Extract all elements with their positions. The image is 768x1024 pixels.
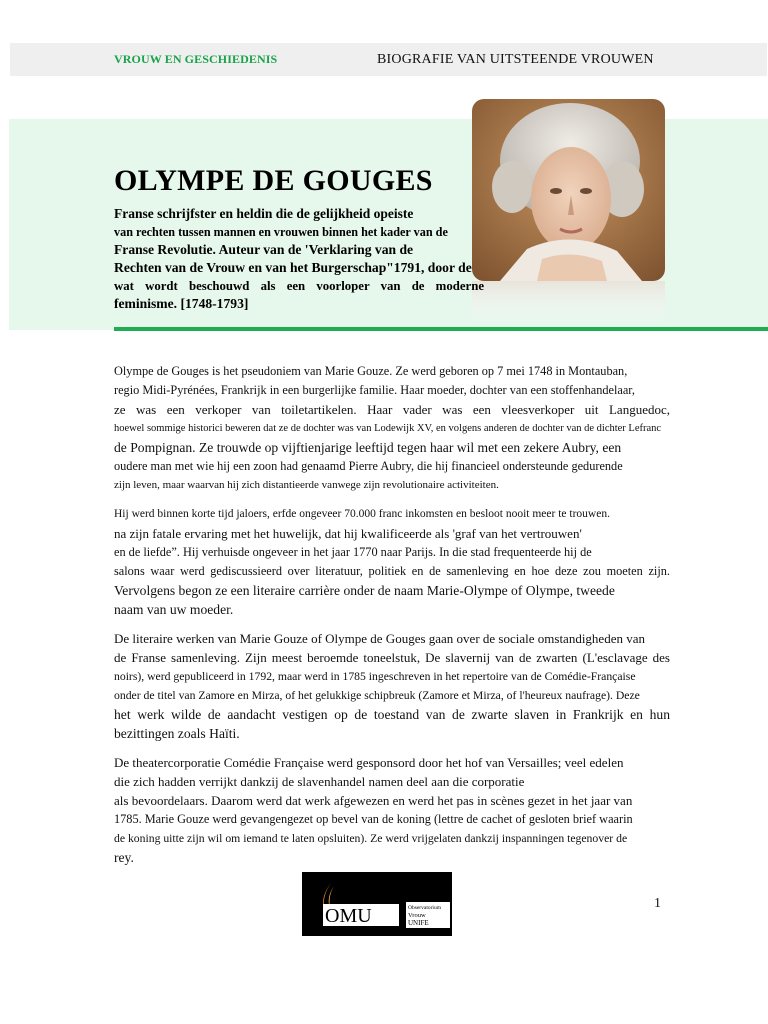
paragraph-3 (114, 629, 674, 743)
header-bar (10, 43, 767, 76)
text-line: als bevoordelaars. Daarom werd dat werk afgewezen en werd het pas in scènes gezet in het jaar van (114, 793, 633, 808)
paragraph-1 (114, 362, 674, 495)
text-line: het werk wilde de aandacht vestigen op de toestand van de zwarte slaven in Frankrijk en hun (114, 707, 670, 722)
subtitle-line: van rechten tussen mannen en vrouwen binnen het kader van de (114, 225, 448, 239)
text-line: regio Midi-Pyrénées, Frankrijk in een burgerlijke familie. Haar moeder, dochter van een stoffenhandelaar, (114, 383, 635, 397)
text-line: naam van uw moeder. (114, 602, 234, 617)
text-line: De literaire werken van Marie Gouze of Olympe de Gouges gaan over de sociale omstandigheden van (114, 631, 645, 646)
text-line: Vervolgens begon ze een literaire carrière onder de naam Marie-Olympe of Olympe, tweede (114, 583, 615, 598)
text-line: na zijn fatale ervaring met het huwelijk, dat hij kwalificeerde als 'graf van het vertrouwen' (114, 526, 582, 541)
text-line: en de liefde”. Hij verhuisde ongeveer in het jaar 1770 naar Parijs. In die stad frequenteerde hij de (114, 545, 592, 559)
subtitle (114, 205, 484, 313)
header-right-label: BIOGRAFIE VAN UITSTEENDE VROUWEN (377, 52, 654, 67)
article-body (114, 362, 674, 867)
paragraph-2 (114, 505, 674, 619)
text-line: noirs), werd gepubliceerd in 1792, maar werd in 1785 ingeschreven in het repertoire van de Comédie-Française (114, 670, 636, 683)
subtitle-line: Rechten van de Vrouw en van het Burgerschap"1791, door de (114, 260, 472, 275)
omu-logo (302, 872, 452, 936)
logo-text: OMU (325, 905, 372, 927)
divider-line (114, 327, 768, 331)
header-left-label: VROUW EN GESCHIEDENIS (114, 52, 278, 66)
logo-small-line: Observatorium (408, 905, 441, 911)
text-line: die zich hadden verrijkt dankzij de slavenhandel namen deel aan die corporatie (114, 774, 525, 789)
portrait-image (472, 99, 665, 281)
text-line: onder de titel van Zamore en Mirza, of het gelukkige schipbreuk (Zamore et Mirza, of l'heureux naufrage). Deze (114, 689, 640, 702)
subtitle-line: wat wordt beschouwd als een voorloper van de moderne (114, 279, 484, 293)
text-line: ze was een verkoper van toiletartikelen. Haar vader was een vleesverkoper uit Languedoc, (114, 402, 670, 417)
text-line: rey. (114, 850, 134, 865)
logo-small-line: UNIFE (408, 919, 429, 927)
page-title: OLYMPE DE GOUGES (114, 164, 433, 197)
subtitle-line: feminisme. [1748-1793] (114, 296, 249, 311)
subtitle-line: Franse Revolutie. Auteur van de 'Verklaring van de (114, 242, 414, 257)
text-line: zijn leven, maar waarvan hij zich distantieerde vanwege zijn revolutionaire activiteiten. (114, 479, 499, 491)
text-line: De theatercorporatie Comédie Française werd gesponsord door het hof van Versailles; veel edelen (114, 755, 624, 770)
text-line: Hij werd binnen korte tijd jaloers, erfde ongeveer 70.000 franc inkomsten en besloot nooit meer te trouwen. (114, 508, 610, 520)
text-line: hoewel sommige historici beweren dat ze de dochter was van Lodewijk XV, en volgens anderen de dochter van de dichter Lefranc (114, 423, 662, 434)
text-line: de Franse samenleving. Zijn meest beroemde toneelstuk, De slavernij van de zwarten (L'esclavage des (114, 650, 670, 665)
text-line: 1785. Marie Gouze werd gevangengezet op bevel van de koning (lettre de cachet of gesloten brief waarin (114, 812, 633, 826)
paragraph-4 (114, 753, 674, 867)
text-line: bezittingen zoals Haïti. (114, 726, 240, 741)
page-number: 1 (654, 896, 661, 911)
portrait-reflection (472, 281, 665, 327)
text-line: de koning uitte zijn wil om iemand te laten opsluiten). Ze werd vrijgelaten dankzij inspanningen tegenover de (114, 832, 628, 845)
logo-small-line: Vrouw (408, 912, 426, 919)
text-line: de Pompignan. Ze trouwde op vijftienjarige leeftijd tegen haar wil met een zekere Aubry, een (114, 440, 622, 455)
subtitle-line: Franse schrijfster en heldin die de gelijkheid opeiste (114, 206, 414, 221)
text-line: salons waar werd gediscussieerd over literatuur, politiek en de samenleving en hoe deze zou moeten zijn. (114, 564, 670, 578)
text-line: Olympe de Gouges is het pseudoniem van Marie Gouze. Ze werd geboren op 7 mei 1748 in Montauban, (114, 364, 628, 378)
text-line: oudere man met wie hij een zoon had genaamd Pierre Aubry, die hij financieel ondersteunde gedurende (114, 459, 623, 473)
